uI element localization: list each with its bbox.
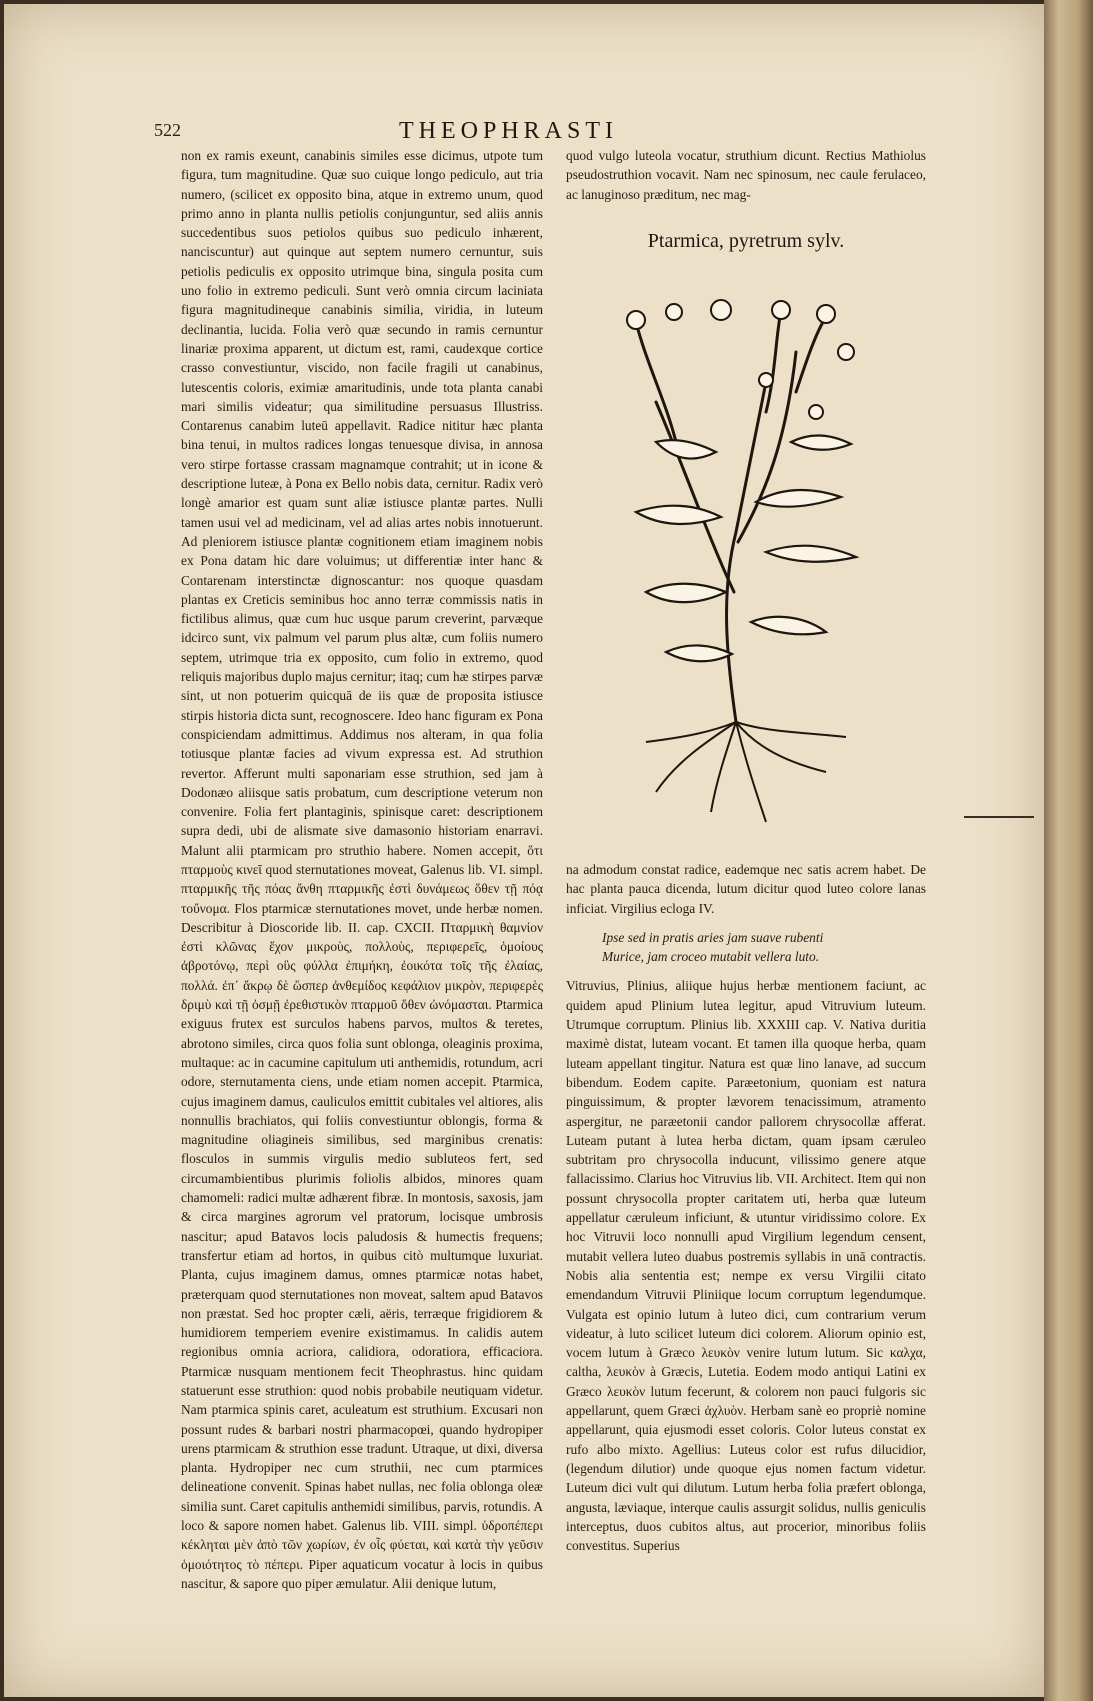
book-page <box>4 4 1044 1697</box>
book-spine-edge <box>1044 0 1093 1701</box>
margin-rule <box>964 816 1034 818</box>
left-column <box>181 146 543 1593</box>
right-column-bottom <box>566 860 926 1555</box>
page-header <box>154 118 924 148</box>
right-top-text: quod vulgo luteola vocatur, struthium dicunt. Rectius Mathiolus pseudostruthion vocavit. Nam nec spinosum, nec caule ferulaceo, ac lanuginoso præditum, nec mag- <box>566 148 926 202</box>
figure-caption: Ptarmica, pyretrum sylv. <box>647 230 845 252</box>
page-number: 522 <box>154 120 181 140</box>
right-bottom-para-1: na admodum constat radice, eademque nec satis acrem habet. De hac planta pauca dicenda, lutum dicitur quod luteo colore lanas inficiat. Virgilius ecloga IV. <box>566 862 926 916</box>
verse-line-1: Ipse sed in pratis aries jam suave rubenti <box>602 929 824 945</box>
plant-woodcut-illustration <box>616 292 916 832</box>
right-bottom-para-2: Vitruvius, Plinius, aliique hujus herbæ mentionem faciunt, ac quidem apud Plinium lutea legitur, apud Vitruvium luteum. Utrumque corruptum. Plinius lib. XXXIII cap. V. Nativa duritia maximè distat, luteam vocant. Et tamen illa quoque herba, quam luteam appellant tingitur. Natura est quæ lino lanave, ad succum bibendum. Eodem capite. Paræetonium, quoniam est natura pinguissimum, & propter lævorem tenacissimum, atramento aspergitur, ne paræetonii candor pallorem chrysocollæ afferat. Luteam putant à lutea herba dictam, quam ipsam cæruleo subtritam pro chrysocolla inducunt, vilissimo genere atque fallacissimo. Clarius hoc Vitruvius lib. VII. Architect. Item qui non possunt chrysocolla propter caritatem uti, herba quæ luteum appellatur cæruleum inficiunt, & utuntur viridissimo colore. Ex hoc Vitruvii loco nonnulli apud Virgilium legendum censent, mutabit vellera luteo duabus postremis syllabis in unā contractis. Nobis alia sententia est; nempe ex versu Virgilii citato emendandum Vitruvii Pliniique locum corruptum legendumque. Vulgata est opinio lutum à luteo dici, cum contrarium verum videatur, à luto scilicet luteum dici colorem. Aliorum opinio est, vocem lutum à Græco λευκὸν venire lutum lutum. Sic καλχα, caltha, λευκὸν à Græcis, Lutetia. Eodem modo antiqui Latini ex Græco λευκὸν lutum fecerunt, & colorem non pauci fulgoris sic appellarunt, quem Græci ἀχλυὸν. Herbam sanè eo propriè nomine appellarunt, quia ejusmodi esset coloris. Color luteus constat ex rufo albo mixto. Agellius: Luteus color est rufus dilucidior, (legendum dilutior) unde quoque ejus nomen factum videtur. Luteum dici vult qui dilutum. Lutum herba folia præfert oblonga, angusta, læviaque, interque caulis assurgit solidus, nullis geniculis interceptus, duos cubitos altus, aut procerior, minoribus foliis convestitus. Superius <box>566 978 926 1554</box>
right-column-top <box>566 146 926 204</box>
running-title: THEOPHRASTI <box>399 118 619 144</box>
verse-line-2: Murice, jam croceo mutabit vellera luto. <box>602 949 820 965</box>
left-column-text: non ex ramis exeunt, canabinis similes esse dicimus, utpote tum figura, tum magnitudine. Quæ suo cuique longo pediculo, aut tria numero, (scilicet ex opposito bina, atque in extremo unum, quod primo anno in planta nullis petiolis conjunguntur, sed aliis annis succedentibus suos petiolos quibus suo pediculo inhærent, nanciscuntur) aut quinque aut septem numero cernuntur, suis petiolis pediculis ex opposito utrimque bina, singula posita cum uno folio in extremo pediculi. Sunt verò omnia circum laciniata figura magnitudineque canabinis similia, viridia, in luteum declinantia, lucida. Folia verò quæ secundo in ramis cernuntur linariæ proxima apparent, ut dictum est, rami, caudexque cortice crasso convestiuntur, viscido, non facile fragili ut canabinus, lutescentis coloris, eximiæ amaritudinis, unde tota planta canabi mari similis videatur; qua similitudine persuasus Illustriss. Contarenus canabim luteū appellavit. Radice nititur hæc planta bina tenui, in multos radices longas tenuesque divisa, in annosa vero stirpe fortasse crassam magnamque contrahit; ut in icone & descriptione luteæ, à Pona ex Bello nobis data, cernitur. Radix verò longè amarior est quam sunt aliæ istiusce plantæ partes. Nulli tamen usui vel ad medicinam, vel ad alias artes nobis innotuerunt. Ad pleniorem istiusce plantæ cognitionem etiam imaginem nobis ex Pona datam hic dare voluimus; ut differentiæ inter hanc & Contarenam interstinctæ dignoscantur: nos quoque quasdam plantas ex Creticis seminibus hoc anno terræ commissis natis in fictilibus alimus, quæ cum huc usque parum creverint, parvæque idcirco sunt, vix palmum vel parum plus altæ, cum foliis numero septem, utrimque tria ex opposito, cum folio in extremo, quod reliquis majoribus duplo majus cernitur; itaq; cum hæ stirpes parvæ sint, ut non potuerim quicquā de iis quæ de proposita istiusce stirpis historia dicta sunt, recognoscere. Ideo hanc figuram ex Pona conspiciendam admittimus. Addimus nos alteram, in qua folia totiusque plantæ facies ad vivum expressa est. Ad struthion revertor. Afferunt multi saponariam esse struthion, sed jam à Dodonæo aliisque satis probatum, cum descriptione veterum non convenire. Folia fert plantaginis, spinisque caret: descriptionem supra dedi, ubi de alismate sive damasonio historiam enarravi. Malunt alii ptarmicam pro struthio habere. Nomen accepit, ὅτι πταρμοὺς κινεῖ quod sternutationes moveat, Galenus lib. VI. simpl. πταρμικῆς τῆς πόας ἄνθη πταρμικῆς ἐστὶ δυνάμεως ὅθεν τῇ πόᾳ τοὔνομα. Flos ptarmicæ sternutationes movet, unde herbæ nomen. Describitur à Dioscoride lib. II. cap. CXCII. Πταρμικὴ θαμνίον ἐστὶ κλῶνας ἔχον μικροὺς, πολλοὺς, περιφερεῖς, ὁμοίους ἀβροτόνῳ, περὶ οὓς φύλλα ἐπιμήκη, ἐοικότα τοῖς τῆς ἐλαίας, πολλά. ἐπ᾽ ἄκρῳ δὲ ὥσπερ ἀνθεμίδος κεφάλιον μικρὸν, περιφερὲς δριμὺ καὶ τῇ ὀσμῇ ἐρεθιστικὸν πταρμοῦ ὅθεν ὠνόμασται. Ptarmica exiguus frutex est surculos habens parvos, multos & teretes, abrotono similes, circa quos folia sunt oblonga, oleaginis proxima, multaque: ac in cacumine capitulum uti anthemidis, rotundum, acri odore, sternutamenta ciens, unde etiam nomen accepit. Ptarmica, cujus imaginem damus, cauliculos emittit cubitales vel altiores, alis nonnullis brachiatos, qui foliis convestiuntur oblongis, forma & magnitudine oliagineis similibus, sed marginibus crenatis: flosculos in summis virgulis medio subluteos fert, sed circumambientibus plurimis foliolis albidos, minores quam chamomeli: radici multæ adhærent fibræ. In montosis, saxosis, jam & circa margines agrorum vel pratorum, locisque umbrosis nascitur; apud Batavos locis paludosis & humectis frequens; transfertur etiam ad hortos, in quibus citò multumque luxuriat. Planta, cujus imaginem damus, omnes ptarmicæ notas habet, præterquam quod sternutationes non moveat, saltem apud Batavos non præstat. Sed hoc propter cæli, aëris, terræque frigidiorem & humidiorem temperiem evenire existimamus. In calidis autem regionibus omnia acriora, calidiora, odoratiora, efficaciora. Ptarmicæ nusquam mentionem fecit Theophrastus. hinc quidam statuerunt esse struthion: quod nobis probabile neutiquam videtur. Nam ptarmica spinis caret, aculeatum est struthium. Excusari non possunt rudes & barbari nostri pharmacopœi, quando hydropiper urens ptarmicam & struthion esse tradunt. Utraque, ut dixi, diversa planta. Hydropiper nec cum struthii, nec cum ptarmices delineatione convenit. Spinas habet nullas, nec folia oblonga oleæ similia sunt. Caret capitulis anthemidi similibus, parvis, rotundis. A loco & sapore nomen habet. Galenus lib. VIII. simpl. ὑδροπέπερι κέκληται μὲν ἀπὸ τῶν χωρίων, ἐν οἷς φύεται, καὶ κατὰ τὴν γεῦσιν ὁμοιότητος τὸ πέπερι. Piper aquaticum vocatur à locis in quibus nascitur, & sapore quo piper æmulatur. Alii denique lutum, <box>181 148 543 1591</box>
